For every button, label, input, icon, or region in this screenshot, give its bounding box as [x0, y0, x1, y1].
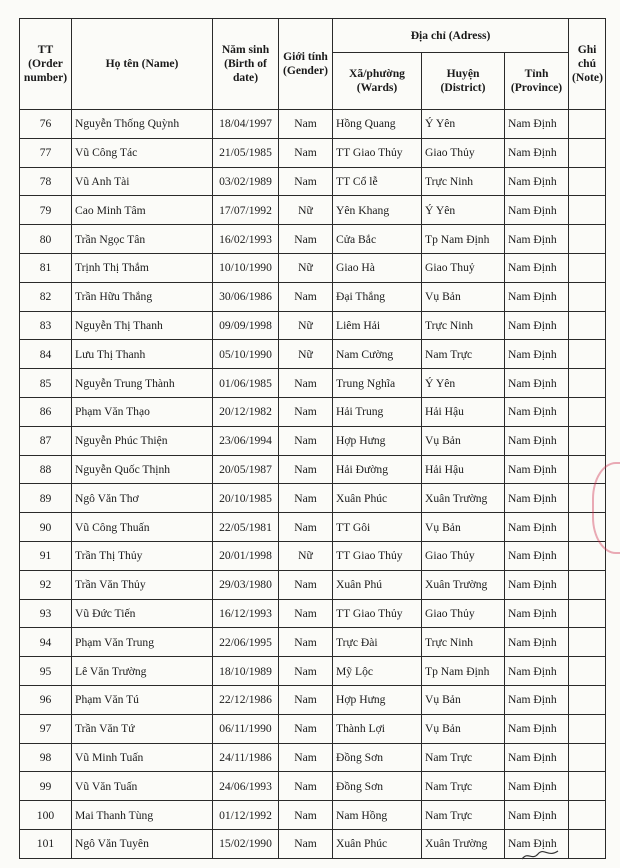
cell-name: Vũ Anh Tài	[72, 167, 213, 196]
cell-birth: 20/05/1987	[213, 455, 279, 484]
cell-ward: Đồng Sơn	[333, 743, 422, 772]
cell-gender: Nam	[279, 110, 333, 139]
cell-ward: Mỹ Lộc	[333, 657, 422, 686]
cell-name: Vũ Minh Tuấn	[72, 743, 213, 772]
table-row	[20, 282, 606, 311]
cell-order: 84	[20, 340, 72, 369]
cell-birth: 05/10/1990	[213, 340, 279, 369]
cell-province: Nam Định	[505, 369, 569, 398]
cell-birth: 18/10/1989	[213, 657, 279, 686]
cell-ward: Hải Đường	[333, 455, 422, 484]
cell-province: Nam Định	[505, 743, 569, 772]
cell-name: Vũ Công Thuấn	[72, 513, 213, 542]
cell-district: Giao Thủy	[422, 541, 505, 570]
header-note: Ghi chú (Note)	[569, 19, 606, 110]
cell-gender: Nam	[279, 397, 333, 426]
cell-order: 78	[20, 167, 72, 196]
cell-gender: Nam	[279, 225, 333, 254]
cell-order: 97	[20, 714, 72, 743]
cell-note	[569, 772, 606, 801]
cell-birth: 16/12/1993	[213, 599, 279, 628]
cell-ward: TT Gôi	[333, 513, 422, 542]
cell-gender: Nam	[279, 167, 333, 196]
cell-note	[569, 196, 606, 225]
table-row	[20, 628, 606, 657]
cell-birth: 16/02/1993	[213, 225, 279, 254]
cell-birth: 10/10/1990	[213, 253, 279, 282]
cell-ward: Thành Lợi	[333, 714, 422, 743]
header-province: Tỉnh (Province)	[505, 53, 569, 110]
table-row	[20, 513, 606, 542]
cell-province: Nam Định	[505, 657, 569, 686]
cell-district: Tp Nam Định	[422, 657, 505, 686]
cell-birth: 29/03/1980	[213, 570, 279, 599]
cell-order: 76	[20, 110, 72, 139]
cell-note	[569, 138, 606, 167]
cell-gender: Nam	[279, 714, 333, 743]
cell-note	[569, 397, 606, 426]
cell-name: Nguyễn Phúc Thiện	[72, 426, 213, 455]
cell-gender: Nam	[279, 829, 333, 858]
cell-gender: Nữ	[279, 340, 333, 369]
cell-gender: Nam	[279, 369, 333, 398]
cell-district: Vụ Bản	[422, 714, 505, 743]
cell-gender: Nam	[279, 599, 333, 628]
cell-district: Vụ Bản	[422, 685, 505, 714]
cell-province: Nam Định	[505, 570, 569, 599]
cell-order: 92	[20, 570, 72, 599]
cell-name: Trần Văn Tứ	[72, 714, 213, 743]
cell-note	[569, 253, 606, 282]
cell-order: 87	[20, 426, 72, 455]
table-row	[20, 167, 606, 196]
cell-birth: 20/12/1982	[213, 397, 279, 426]
cell-ward: Xuân Phúc	[333, 829, 422, 858]
cell-district: Xuân Trường	[422, 570, 505, 599]
cell-name: Trần Hữu Thắng	[72, 282, 213, 311]
cell-order: 79	[20, 196, 72, 225]
cell-note	[569, 628, 606, 657]
table-row	[20, 397, 606, 426]
table-row	[20, 484, 606, 513]
cell-ward: TT Giao Thủy	[333, 541, 422, 570]
table-row	[20, 196, 606, 225]
cell-birth: 24/11/1986	[213, 743, 279, 772]
cell-gender: Nam	[279, 282, 333, 311]
cell-name: Trịnh Thị Thắm	[72, 253, 213, 282]
cell-name: Trần Ngọc Tân	[72, 225, 213, 254]
roster-table	[19, 18, 606, 859]
cell-name: Ngô Văn Thơ	[72, 484, 213, 513]
cell-district: Vụ Bản	[422, 282, 505, 311]
table-row	[20, 743, 606, 772]
cell-province: Nam Định	[505, 110, 569, 139]
cell-note	[569, 340, 606, 369]
cell-gender: Nam	[279, 628, 333, 657]
cell-name: Vũ Công Tác	[72, 138, 213, 167]
signature-mark	[520, 848, 560, 862]
cell-note	[569, 426, 606, 455]
cell-province: Nam Định	[505, 541, 569, 570]
cell-gender: Nam	[279, 426, 333, 455]
cell-name: Vũ Văn Tuấn	[72, 772, 213, 801]
table-row	[20, 829, 606, 858]
cell-note	[569, 369, 606, 398]
cell-gender: Nam	[279, 657, 333, 686]
cell-order: 94	[20, 628, 72, 657]
table-row	[20, 138, 606, 167]
cell-district: Hải Hậu	[422, 397, 505, 426]
cell-district: Hải Hậu	[422, 455, 505, 484]
cell-province: Nam Định	[505, 772, 569, 801]
cell-note	[569, 570, 606, 599]
cell-gender: Nam	[279, 513, 333, 542]
cell-province: Nam Định	[505, 167, 569, 196]
cell-province: Nam Định	[505, 801, 569, 830]
cell-birth: 18/04/1997	[213, 110, 279, 139]
header-order: TT (Order number)	[20, 19, 72, 110]
cell-order: 89	[20, 484, 72, 513]
header-name: Họ tên (Name)	[72, 19, 213, 110]
cell-province: Nam Định	[505, 829, 569, 858]
cell-ward: Hồng Quang	[333, 110, 422, 139]
table-row	[20, 570, 606, 599]
cell-order: 95	[20, 657, 72, 686]
table-row	[20, 369, 606, 398]
table-row	[20, 599, 606, 628]
cell-name: Nguyễn Thị Thanh	[72, 311, 213, 340]
header-district: Huyện (District)	[422, 53, 505, 110]
cell-district: Nam Trực	[422, 801, 505, 830]
cell-note	[569, 311, 606, 340]
table-row	[20, 685, 606, 714]
header-address: Địa chỉ (Adress)	[333, 19, 569, 53]
cell-ward: TT Cổ lễ	[333, 167, 422, 196]
cell-birth: 20/10/1985	[213, 484, 279, 513]
cell-gender: Nữ	[279, 311, 333, 340]
cell-name: Phạm Văn Tú	[72, 685, 213, 714]
cell-district: Trực Ninh	[422, 167, 505, 196]
cell-birth: 06/11/1990	[213, 714, 279, 743]
cell-birth: 15/02/1990	[213, 829, 279, 858]
cell-ward: Hợp Hưng	[333, 426, 422, 455]
cell-province: Nam Định	[505, 599, 569, 628]
cell-gender: Nam	[279, 484, 333, 513]
cell-district: Nam Trực	[422, 772, 505, 801]
cell-province: Nam Định	[505, 397, 569, 426]
cell-name: Trần Thị Thủy	[72, 541, 213, 570]
cell-note	[569, 110, 606, 139]
cell-note	[569, 599, 606, 628]
cell-ward: TT Giao Thủy	[333, 599, 422, 628]
cell-birth: 22/05/1981	[213, 513, 279, 542]
cell-gender: Nữ	[279, 541, 333, 570]
cell-order: 98	[20, 743, 72, 772]
cell-name: Vũ Đức Tiến	[72, 599, 213, 628]
cell-note	[569, 167, 606, 196]
cell-ward: Yên Khang	[333, 196, 422, 225]
cell-name: Trần Văn Thủy	[72, 570, 213, 599]
cell-birth: 20/01/1998	[213, 541, 279, 570]
cell-ward: Cửa Bắc	[333, 225, 422, 254]
cell-order: 93	[20, 599, 72, 628]
cell-province: Nam Định	[505, 426, 569, 455]
cell-gender: Nam	[279, 743, 333, 772]
cell-district: Xuân Trường	[422, 829, 505, 858]
cell-gender: Nam	[279, 685, 333, 714]
cell-note	[569, 282, 606, 311]
cell-district: Tp Nam Định	[422, 225, 505, 254]
cell-ward: Đại Thắng	[333, 282, 422, 311]
cell-district: Giao Thủy	[422, 138, 505, 167]
cell-birth: 01/12/1992	[213, 801, 279, 830]
cell-note	[569, 829, 606, 858]
cell-birth: 21/05/1985	[213, 138, 279, 167]
cell-name: Ngô Văn Tuyên	[72, 829, 213, 858]
cell-name: Lưu Thị Thanh	[72, 340, 213, 369]
table-row	[20, 772, 606, 801]
cell-ward: Xuân Phú	[333, 570, 422, 599]
cell-order: 77	[20, 138, 72, 167]
cell-gender: Nữ	[279, 253, 333, 282]
cell-note	[569, 225, 606, 254]
cell-birth: 09/09/1998	[213, 311, 279, 340]
roster-body	[20, 110, 606, 859]
table-row	[20, 657, 606, 686]
cell-ward: Đồng Sơn	[333, 772, 422, 801]
cell-district: Trực Ninh	[422, 628, 505, 657]
cell-ward: Hải Trung	[333, 397, 422, 426]
header-gender: Giới tính (Gender)	[279, 19, 333, 110]
cell-order: 88	[20, 455, 72, 484]
cell-district: Ý Yên	[422, 196, 505, 225]
cell-district: Nam Trực	[422, 743, 505, 772]
cell-district: Giao Thủy	[422, 599, 505, 628]
cell-district: Ý Yên	[422, 110, 505, 139]
cell-birth: 22/06/1995	[213, 628, 279, 657]
cell-name: Nguyễn Thống Quỳnh	[72, 110, 213, 139]
cell-province: Nam Định	[505, 196, 569, 225]
cell-province: Nam Định	[505, 253, 569, 282]
cell-province: Nam Định	[505, 513, 569, 542]
cell-province: Nam Định	[505, 628, 569, 657]
cell-gender: Nữ	[279, 196, 333, 225]
cell-order: 81	[20, 253, 72, 282]
cell-province: Nam Định	[505, 685, 569, 714]
cell-gender: Nam	[279, 138, 333, 167]
cell-name: Lê Văn Trường	[72, 657, 213, 686]
table-row	[20, 426, 606, 455]
cell-ward: Liêm Hải	[333, 311, 422, 340]
cell-order: 91	[20, 541, 72, 570]
cell-ward: Trực Đài	[333, 628, 422, 657]
cell-district: Xuân Trường	[422, 484, 505, 513]
cell-ward: Nam Cường	[333, 340, 422, 369]
cell-name: Cao Minh Tâm	[72, 196, 213, 225]
cell-order: 101	[20, 829, 72, 858]
cell-ward: TT Giao Thủy	[333, 138, 422, 167]
cell-province: Nam Định	[505, 225, 569, 254]
table-row	[20, 311, 606, 340]
cell-gender: Nam	[279, 570, 333, 599]
table-row	[20, 110, 606, 139]
cell-name: Phạm Văn Thạo	[72, 397, 213, 426]
header-ward: Xã/phường (Wards)	[333, 53, 422, 110]
cell-note	[569, 685, 606, 714]
cell-note	[569, 714, 606, 743]
table-row	[20, 714, 606, 743]
cell-order: 90	[20, 513, 72, 542]
cell-order: 86	[20, 397, 72, 426]
cell-birth: 22/12/1986	[213, 685, 279, 714]
cell-ward: Hợp Hưng	[333, 685, 422, 714]
cell-province: Nam Định	[505, 340, 569, 369]
cell-order: 99	[20, 772, 72, 801]
cell-gender: Nam	[279, 455, 333, 484]
cell-province: Nam Định	[505, 455, 569, 484]
cell-ward: Giao Hà	[333, 253, 422, 282]
table-row	[20, 801, 606, 830]
cell-province: Nam Định	[505, 138, 569, 167]
cell-ward: Xuân Phúc	[333, 484, 422, 513]
cell-birth: 01/06/1985	[213, 369, 279, 398]
cell-name: Nguyễn Trung Thành	[72, 369, 213, 398]
cell-name: Phạm Văn Trung	[72, 628, 213, 657]
cell-gender: Nam	[279, 801, 333, 830]
cell-name: Mai Thanh Tùng	[72, 801, 213, 830]
cell-ward: Nam Hồng	[333, 801, 422, 830]
cell-order: 83	[20, 311, 72, 340]
cell-district: Vụ Bản	[422, 513, 505, 542]
cell-birth: 03/02/1989	[213, 167, 279, 196]
cell-order: 80	[20, 225, 72, 254]
cell-district: Trực Ninh	[422, 311, 505, 340]
table-row	[20, 340, 606, 369]
cell-order: 85	[20, 369, 72, 398]
cell-province: Nam Định	[505, 484, 569, 513]
cell-order: 82	[20, 282, 72, 311]
table-row	[20, 225, 606, 254]
header-birth: Năm sinh (Birth of date)	[213, 19, 279, 110]
cell-district: Vụ Bản	[422, 426, 505, 455]
cell-birth: 17/07/1992	[213, 196, 279, 225]
cell-birth: 23/06/1994	[213, 426, 279, 455]
cell-district: Nam Trực	[422, 340, 505, 369]
table-row	[20, 455, 606, 484]
cell-district: Ý Yên	[422, 369, 505, 398]
cell-birth: 30/06/1986	[213, 282, 279, 311]
cell-birth: 24/06/1993	[213, 772, 279, 801]
cell-district: Giao Thuỷ	[422, 253, 505, 282]
cell-order: 100	[20, 801, 72, 830]
cell-note	[569, 801, 606, 830]
cell-name: Nguyễn Quốc Thịnh	[72, 455, 213, 484]
cell-province: Nam Định	[505, 714, 569, 743]
cell-note	[569, 743, 606, 772]
table-row	[20, 541, 606, 570]
cell-order: 96	[20, 685, 72, 714]
cell-gender: Nam	[279, 772, 333, 801]
cell-province: Nam Định	[505, 282, 569, 311]
cell-province: Nam Định	[505, 311, 569, 340]
cell-ward: Trung Nghĩa	[333, 369, 422, 398]
table-row	[20, 253, 606, 282]
cell-note	[569, 657, 606, 686]
